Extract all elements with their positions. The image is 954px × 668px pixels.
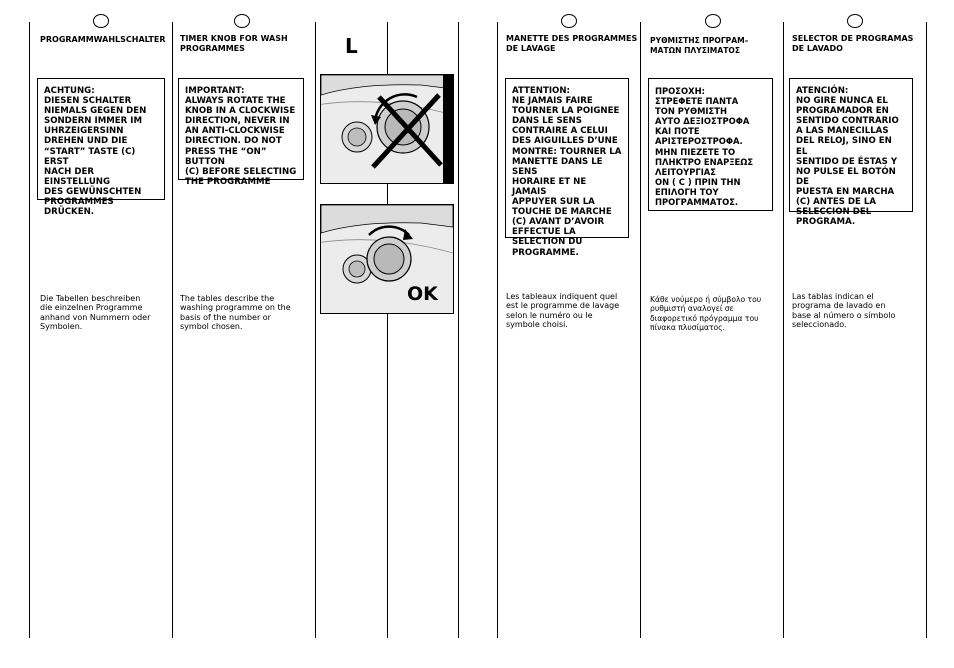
column-divider xyxy=(172,22,173,638)
warning-box-es: ATENCIÓN: NO GIRE NUNCA EL PROGRAMADOR EN SENTIDO CONTRARIO A LAS MANECILLAS DEL RELOJ, SINO EN EL SENTIDO DE ÉSTAS Y NO PULSE EL BOTÓN DE PUESTA EN MARCHA (C) ANTES DE LA SELECCION DEL PROGRAMA. xyxy=(789,78,913,212)
body-text-de: Die Tabellen beschreiben die einzelnen Programme anhand von Nummern oder Symbolen. xyxy=(40,294,151,332)
column-divider xyxy=(29,22,30,638)
body-text-en: The tables describe the washing programme on the basis of the number or symbol chosen. xyxy=(180,294,291,332)
wrong-direction-illustration xyxy=(320,74,454,184)
section-heading-el: ΡΥΘΜΙΣΤΗΣ ΠΡΟΓΡΑΜ– ΜΑΤΩΝ ΠΛΥΣΙΜΑΤΟΣ xyxy=(650,36,749,55)
warning-box-en: IMPORTANT: ALWAYS ROTATE THE KNOB IN A CLOCKWISE DIRECTION, NEVER IN AN ANTI-CLOCKWISE DIRECTION. DO NOT PRESS THE “ON” BUTTON (C) BEFORE SELECTING THE PROGRAMME xyxy=(178,78,304,180)
section-heading-en: TIMER KNOB FOR WASH PROGRAMMES xyxy=(180,34,288,53)
wrong-direction-label: L xyxy=(345,34,358,58)
section-heading-de: PROGRAMMWAHLSCHALTER xyxy=(40,35,166,44)
warning-box-el: ΠΡΟΣΟΧΗ: ΣΤΡΕΦΕΤΕ ΠΑΝΤΑ ΤΟΝ ΡΥΘΜΙΣΤΗ ΑΥΤΟ ΔΕΞΙΟΣΤΡΟΦΑ ΚΑΙ ΠΟΤΕ ΑΡΙΣΤΕΡΟΣΤΡΟΦΑ. ΜΗΝ ΠΙΕΖΕΤΕ ΤΟ ΠΛΗΚΤΡΟ ΕΝΑΡΞΕΩΣ ΛΕΙΤΟΥΡΓΙΑΣ ON ( C ) ΠΡΙΝ ΤΗΝ ΕΠΙΛΟΓΗ ΤΟΥ ΠΡΟΓΡΑΜΜΑΤΟΣ. xyxy=(648,78,773,211)
column-divider xyxy=(640,22,641,638)
warning-box-de: ACHTUNG: DIESEN SCHALTER NIEMALS GEGEN DEN SONDERN IMMER IM UHRZEIGERSINN DREHEN UND DIE “START” TASTE (C) ERST NACH DER EINSTELLUNG DES GEWÜNSCHTEN PROGRAMMES DRÜCKEN. xyxy=(37,78,165,200)
column-divider xyxy=(783,22,784,638)
section-heading-fr: MANETTE DES PROGRAMMES DE LAVAGE xyxy=(506,34,638,53)
body-text-el: Κάθε νούμερο ή σύμβολο του ρυθμιστή αναλογεί σε διαφορετικό πρόγραμμα του πίνακα πλυσίματος. xyxy=(650,295,762,333)
body-text-fr: Les tableaux indiquent quel est le programme de lavage selon le numéro ou le symbole choisi. xyxy=(506,292,620,330)
language-marker xyxy=(561,14,577,28)
warning-box-fr: ATTENTION: NE JAMAIS FAIRE TOURNER LA POIGNEE DANS LE SENS CONTRAIRE A CELUI DES AIGUILLES D’UNE MONTRE: TOURNER LA MANETTE DANS LE SENS HORAIRE ET NE JAMAIS APPUYER SUR LA TOUCHE DE MARCHE (C) AVANT D’AVOIR EFFECTUE LA SELECTION DU PROGRAMME. xyxy=(505,78,629,238)
column-divider xyxy=(926,22,927,638)
language-marker xyxy=(847,14,863,28)
correct-direction-label: OK xyxy=(407,283,438,305)
section-heading-es: SELECTOR DE PROGRAMAS DE LAVADO xyxy=(792,34,914,53)
column-divider xyxy=(315,22,316,638)
correct-direction-illustration xyxy=(320,204,454,314)
column-divider xyxy=(497,22,498,638)
language-marker xyxy=(705,14,721,28)
body-text-es: Las tablas indican el programa de lavado en base al número o símbolo seleccionado. xyxy=(792,292,896,330)
knob-wrong-icon xyxy=(321,75,453,183)
language-marker xyxy=(93,14,109,28)
column-divider xyxy=(458,22,459,638)
language-marker xyxy=(234,14,250,28)
